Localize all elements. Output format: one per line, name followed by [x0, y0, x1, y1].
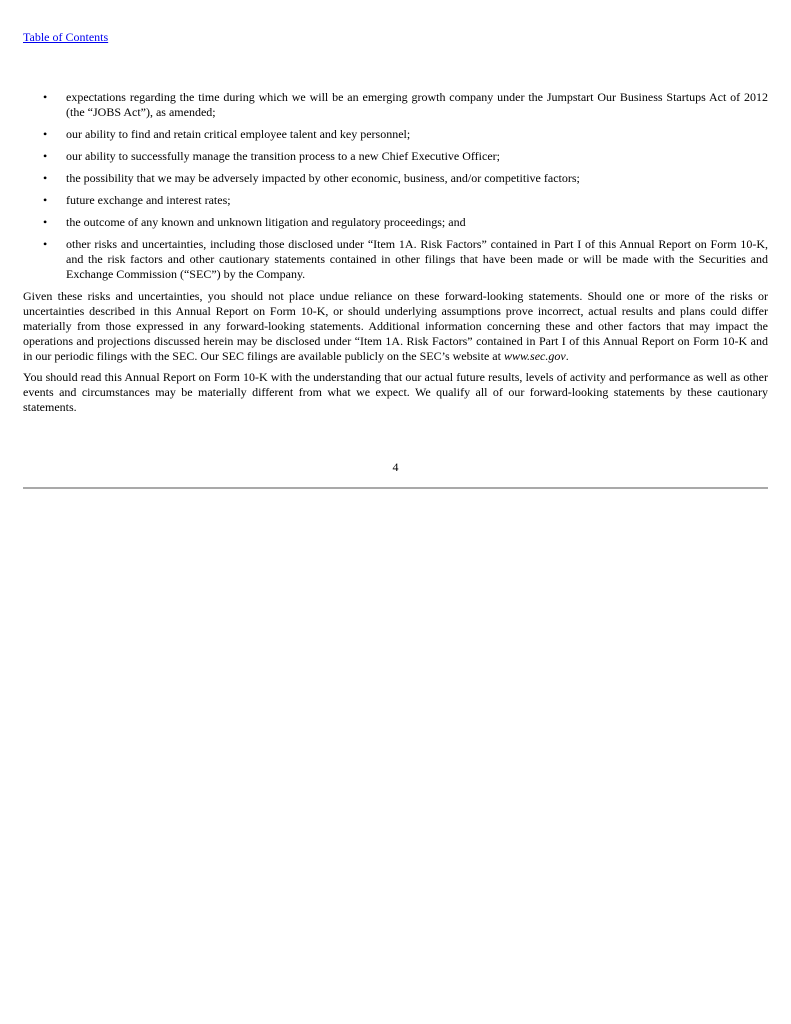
- bullet-icon: •: [43, 237, 48, 251]
- cautionary-statement-paragraph: [23, 370, 768, 415]
- list-item-text: the possibility that we may be adversely impacted by other economic, business, and/or competitive factors;: [66, 171, 580, 185]
- page-body: [23, 90, 768, 421]
- bullet-icon: •: [43, 127, 48, 141]
- risk-factor-list: [23, 90, 768, 282]
- risk-reliance-paragraph: [23, 289, 768, 364]
- list-item: [23, 127, 768, 142]
- list-item: [23, 237, 768, 282]
- paragraph-text: You should read this Annual Report on Form 10-K with the understanding that our actual future results, levels of activity and performance as well as other events and circumstances may be materially different from what we expect. We qualify all of our forward-looking statements by these cautionary statements.: [23, 370, 768, 414]
- list-item: [23, 90, 768, 120]
- table-of-contents-link[interactable]: Table of Contents: [23, 30, 109, 44]
- list-item-text: other risks and uncertainties, including those disclosed under “Item 1A. Risk Factors” contained in Part I of this Annual Report on Form 10-K, and the risk factors and other cautionary statements contained in other filings that have been made or will be made with the Securities and Exchange Commission (“SEC”) by the Company.: [66, 237, 768, 281]
- paragraph-end: .: [565, 349, 569, 363]
- sec-website-text: www.sec.gov: [503, 349, 566, 363]
- page-number: 4: [392, 460, 399, 474]
- list-item-text: expectations regarding the time during which we will be an emerging growth company under the Jumpstart Our Business Startups Act of 2012 (the “JOBS Act”), as amended;: [66, 90, 768, 119]
- list-item-text: the outcome of any known and unknown litigation and regulatory proceedings; and: [66, 215, 466, 229]
- list-item-text: our ability to find and retain critical employee talent and key personnel;: [66, 127, 411, 141]
- list-item: [23, 193, 768, 208]
- list-item: [23, 171, 768, 186]
- list-item-text: future exchange and interest rates;: [66, 193, 231, 207]
- list-item: [23, 149, 768, 164]
- bullet-icon: •: [43, 215, 48, 229]
- bullet-icon: •: [43, 193, 48, 207]
- bullet-icon: •: [43, 149, 48, 163]
- bullet-icon: •: [43, 90, 48, 104]
- page-divider: [23, 487, 768, 489]
- paragraph-text: Given these risks and uncertainties, you should not place undue reliance on these forward-looking statements. Should one or more of the risks or uncertainties described in this Annual Report on Form 10-K, or should underlying assumptions prove incorrect, actual results and plans could differ materially from those expressed in any forward-looking statements. Additional information concerning these and other factors that may impact the operations and projections discussed herein may be disclosed under “Item 1A. Risk Factors” contained in Part I of this Annual Report on Form 10-K and in our periodic filings with the SEC. Our SEC filings are available publicly on the SEC’s website at: [23, 289, 768, 363]
- list-item-text: our ability to successfully manage the transition process to a new Chief Executive Officer;: [66, 149, 500, 163]
- bullet-icon: •: [43, 171, 48, 185]
- list-item: [23, 215, 768, 230]
